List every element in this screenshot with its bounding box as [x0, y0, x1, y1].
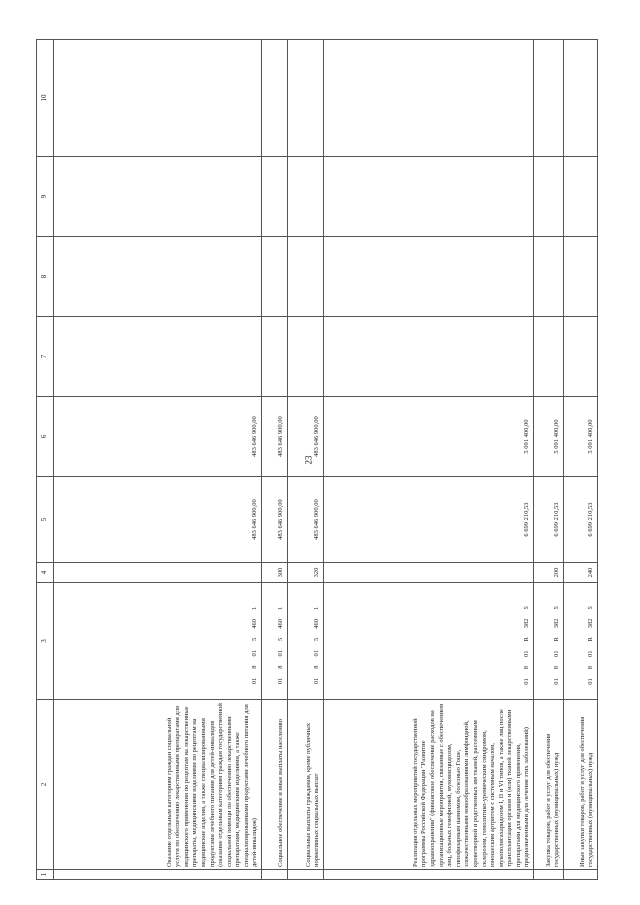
row-col7 — [324, 317, 534, 397]
row-col8 — [262, 237, 288, 317]
row-vr: 200 — [534, 563, 564, 583]
table-row — [534, 40, 564, 880]
row-col6: 5 091 400,00 — [534, 397, 564, 477]
row-col8 — [324, 237, 534, 317]
row-col10 — [54, 40, 262, 157]
row-col5: 6 699 210,53 — [534, 477, 564, 563]
row-col10 — [262, 40, 288, 157]
table-row — [564, 40, 598, 880]
table-row — [54, 40, 262, 880]
row-col7 — [288, 317, 324, 397]
col-header: 5 — [37, 477, 54, 563]
table-row — [288, 40, 324, 880]
row-vr — [54, 563, 262, 583]
col-header: 10 — [37, 40, 54, 157]
row-col7 — [262, 317, 288, 397]
row-code: 0180154601 — [262, 583, 288, 700]
row-col9 — [54, 157, 262, 237]
row-name: Социальное обеспечение и иные выплаты населению — [262, 700, 288, 870]
row-code: 01801R3825 — [324, 583, 534, 700]
row-col9 — [564, 157, 598, 237]
col-header: 8 — [37, 237, 54, 317]
row-name: Оказание отдельным категориям граждан социальной услуги по обеспечению лекарственными препаратами для медицинского применения по рецептам на лекарственные препараты, медицинскими изделиями по рецептам на медицинские изделия, а также специализированными продуктами лечебного питания для детей-инвалидов (оказание отдельным категориям граждан государственной социальной помощи по обеспечению лекарственными препаратами, медицинскими изделиями, а также специализированными продуктами лечебного питания для детей-инвалидов) — [54, 700, 262, 870]
row-col9 — [288, 157, 324, 237]
rotated-budget-table — [36, 40, 596, 880]
table-row — [324, 40, 534, 880]
row-col7 — [564, 317, 598, 397]
col-header: 2 — [37, 700, 54, 870]
row-col8 — [54, 237, 262, 317]
table-row — [262, 40, 288, 880]
row-vr: 240 — [564, 563, 598, 583]
row-col7 — [534, 317, 564, 397]
row-col6: 5 091 400,00 — [564, 397, 598, 477]
page-number: 23 — [303, 455, 314, 465]
col-header: 6 — [37, 397, 54, 477]
row-name: Иные закупки товаров, работ и услуг для обеспечения государственных (муниципальных) нужд — [564, 700, 598, 870]
table-body — [54, 40, 598, 880]
row-name: Социальные выплаты гражданам, кроме публичных нормативных социальных выплат — [288, 700, 324, 870]
row-col10 — [324, 40, 534, 157]
col-header: 1 — [37, 870, 54, 880]
row-col5: 6 699 210,53 — [324, 477, 534, 563]
row-col5: 483 646 900,00 — [262, 477, 288, 563]
row-col8 — [534, 237, 564, 317]
row-col8 — [564, 237, 598, 317]
budget-table — [36, 39, 598, 880]
row-col5: 483 646 900,00 — [288, 477, 324, 563]
row-col9 — [534, 157, 564, 237]
row-col6: 483 646 900,00 — [288, 397, 324, 477]
row-vr: 300 — [262, 563, 288, 583]
row-name: Реализация отдельных мероприятий государственной программы Российской Федерации "Развитие здравоохранения" (финансовое обеспечение расходов на организационные мероприятия, связанные с обеспечением лиц, больных гемофилией, муковисцидозом, гипофизарным нанизмом, болезнью Гоше, злокачественными новообразованиями лимфоидной, кроветворной и родственных им тканей, рассеянным склерозом, гемолитико-уремическим синдромом, юношеским артритом с системным началом, мукополисахаридозом I, II и VI типов, а также лиц после трансплантации органов и (или) тканей лекарственными препаратами для медицинского применения, предназначенными для лечения этих заболеваний) — [324, 700, 534, 870]
row-code: 01801R3825 — [534, 583, 564, 700]
row-col6: 5 091 400,00 — [324, 397, 534, 477]
row-code: 0180154601 — [54, 583, 262, 700]
row-col8 — [288, 237, 324, 317]
row-vr: 320 — [288, 563, 324, 583]
col-header: 9 — [37, 157, 54, 237]
row-code: 0180154601 — [288, 583, 324, 700]
row-col6: 483 646 900,00 — [54, 397, 262, 477]
col-header: 4 — [37, 563, 54, 583]
row-col9 — [324, 157, 534, 237]
row-col6: 483 646 900,00 — [262, 397, 288, 477]
row-col10 — [288, 40, 324, 157]
col-header: 3 — [37, 583, 54, 700]
row-col10 — [564, 40, 598, 157]
row-vr — [324, 563, 534, 583]
col-header: 7 — [37, 317, 54, 397]
row-col7 — [54, 317, 262, 397]
header-row — [37, 40, 54, 880]
row-col5: 483 646 900,00 — [54, 477, 262, 563]
row-name: Закупка товаров, работ и услуг для обеспечения государственных (муниципальных) нужд — [534, 700, 564, 870]
row-col5: 6 699 210,53 — [564, 477, 598, 563]
row-col9 — [262, 157, 288, 237]
row-col10 — [534, 40, 564, 157]
row-code: 01801R3825 — [564, 583, 598, 700]
